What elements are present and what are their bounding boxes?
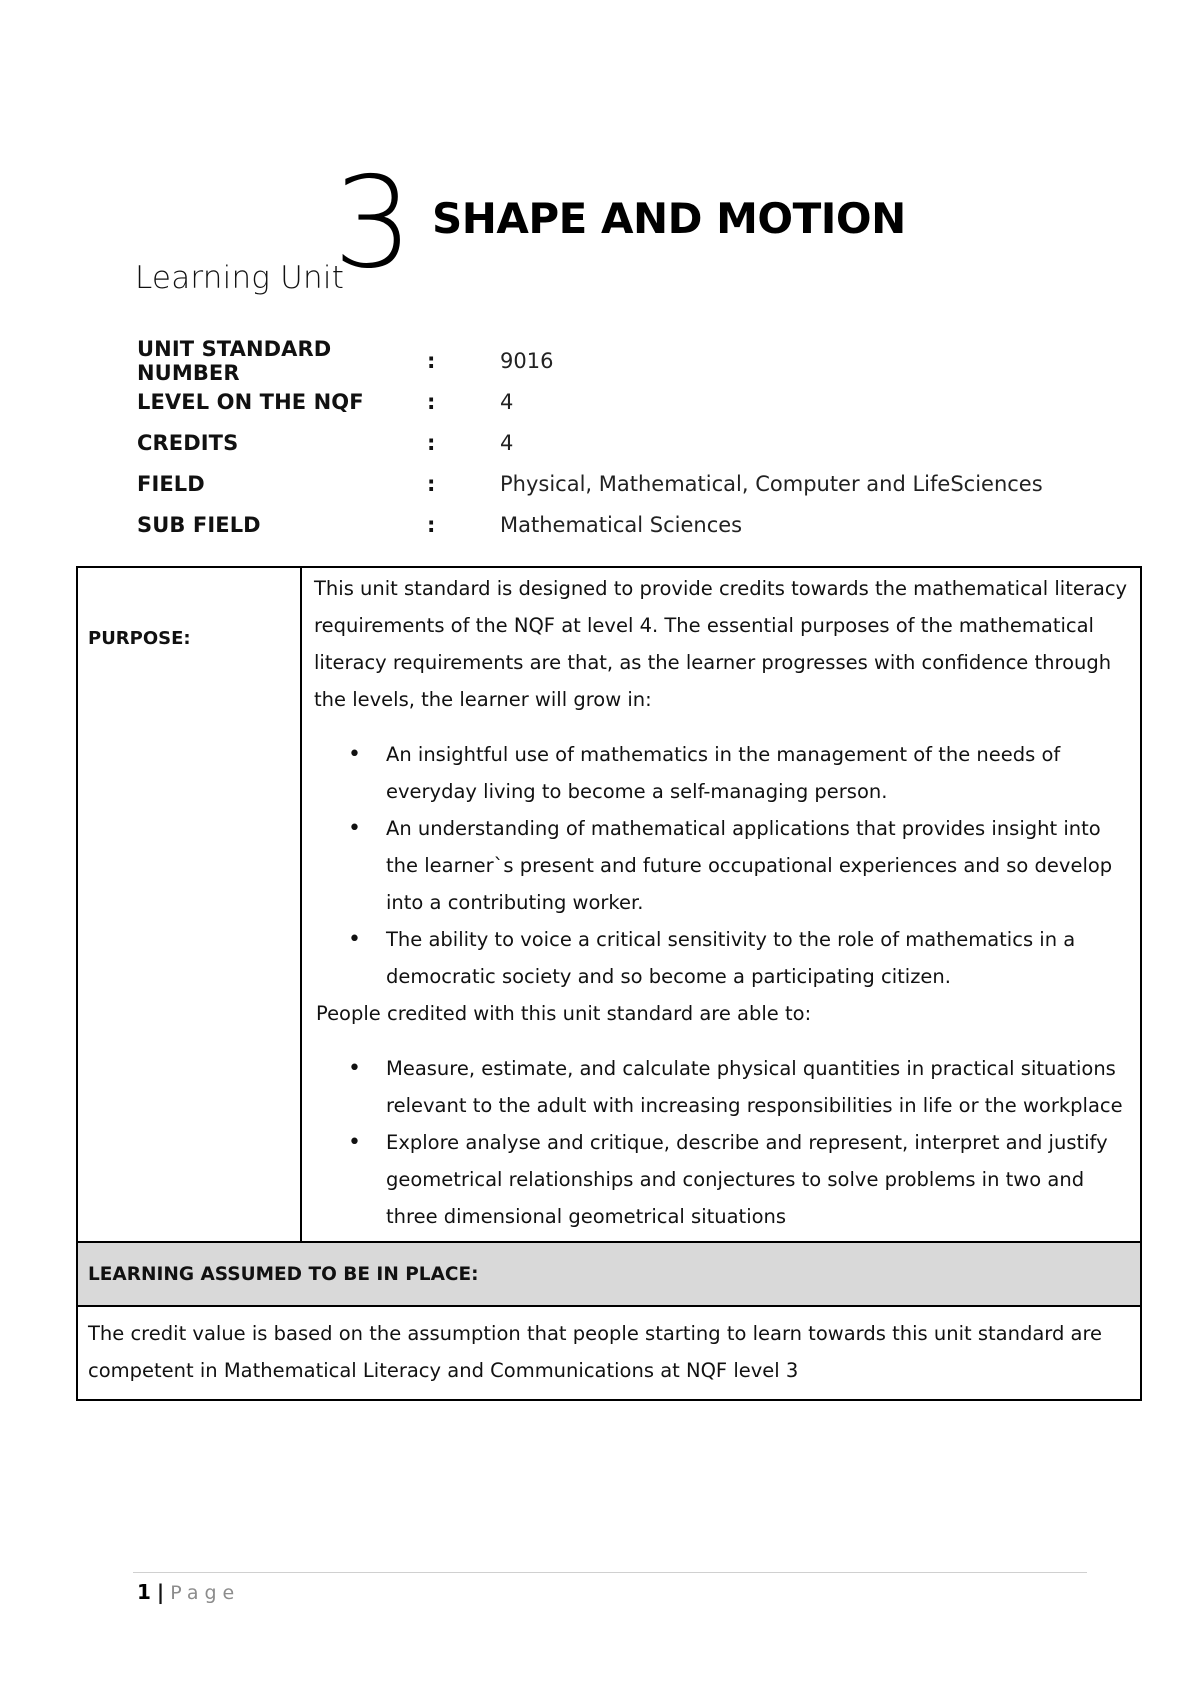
meta-key: UNIT STANDARD NUMBER: [137, 336, 332, 385]
bullet-icon: •: [348, 816, 361, 841]
meta-row-field: [137, 463, 1087, 504]
learning-unit-label: Learning Unit: [135, 260, 345, 296]
unit-metadata: [137, 336, 1087, 545]
meta-colon: :: [427, 512, 436, 537]
bullet-text: Explore analyse and critique, describe and represent, interpret and justify geometrical relationships and conjectures to solve problems in two and three dimensional geometrical situations: [386, 1131, 1108, 1228]
meta-key: SUB FIELD: [137, 512, 261, 537]
assumed-learning-heading: LEARNING ASSUMED TO BE IN PLACE:: [78, 1243, 1140, 1307]
list-item: [314, 736, 1130, 810]
meta-colon: :: [427, 389, 436, 414]
list-item: [314, 1050, 1130, 1124]
page-footer: [137, 1580, 240, 1604]
meta-value: Physical, Mathematical, Computer and LifeSciences: [500, 471, 1043, 496]
meta-row-credits: [137, 422, 1087, 463]
list-item: [314, 921, 1130, 995]
bullet-text: Measure, estimate, and calculate physical quantities in practical situations relevant to the adult with increasing responsibilities in life or the workplace: [386, 1057, 1123, 1117]
bullet-icon: •: [348, 1056, 361, 1081]
meta-key: CREDITS: [137, 430, 239, 455]
footer-separator: |: [156, 1580, 165, 1604]
meta-row-sub-field: [137, 504, 1087, 545]
purpose-row: [78, 568, 1140, 1243]
unit-header: [135, 149, 1035, 308]
meta-value: 4: [500, 430, 514, 455]
meta-value: 4: [500, 389, 514, 414]
meta-colon: :: [427, 430, 436, 455]
purpose-label: PURPOSE:: [78, 568, 302, 1241]
bullet-text: An understanding of mathematical applications that provides insight into the learner`s present and future occupational experiences and so develop into a contributing worker.: [386, 817, 1113, 914]
meta-row-level-on-nqf: [137, 381, 1087, 422]
meta-key: LEVEL ON THE NQF: [137, 389, 364, 414]
meta-value: 9016: [500, 348, 554, 373]
meta-colon: :: [427, 348, 436, 373]
credited-intro: People credited with this unit standard are able to:: [316, 1002, 812, 1025]
purpose-content: [302, 568, 1140, 1241]
page-label: Page: [170, 1582, 241, 1604]
meta-value: Mathematical Sciences: [500, 512, 743, 537]
bullet-text: The ability to voice a critical sensitivity to the role of mathematics in a democratic society and so become a participating citizen.: [386, 928, 1076, 988]
bullet-icon: •: [348, 1130, 361, 1155]
learning-unit-number: 3: [333, 149, 414, 296]
bullet-text: An insightful use of mathematics in the management of the needs of everyday living to become a self-managing person.: [386, 743, 1061, 803]
meta-colon: :: [427, 471, 436, 496]
unit-standard-table: [76, 566, 1142, 1401]
purpose-bullet-list: [314, 736, 1130, 995]
list-item: [314, 1124, 1130, 1235]
footer-divider: [133, 1572, 1087, 1573]
assumed-learning-text: The credit value is based on the assumption that people starting to learn towards this unit standard are competent in Mathematical Literacy and Communications at NQF level 3: [88, 1322, 1103, 1382]
meta-key: FIELD: [137, 471, 205, 496]
purpose-intro: This unit standard is designed to provide credits towards the mathematical literacy requirements of the NQF at level 4. The essential purposes of the mathematical literacy requirements are that, as the learner progresses with confidence through the levels, the learner will grow in:: [314, 577, 1128, 711]
meta-row-unit-standard-number: [137, 336, 1087, 385]
bullet-icon: •: [348, 742, 361, 767]
bullet-icon: •: [348, 927, 361, 952]
credited-bullet-list: [314, 1050, 1130, 1235]
list-item: [314, 810, 1130, 921]
unit-title: SHAPE AND MOTION: [432, 194, 906, 243]
page-number: 1: [137, 1580, 151, 1604]
